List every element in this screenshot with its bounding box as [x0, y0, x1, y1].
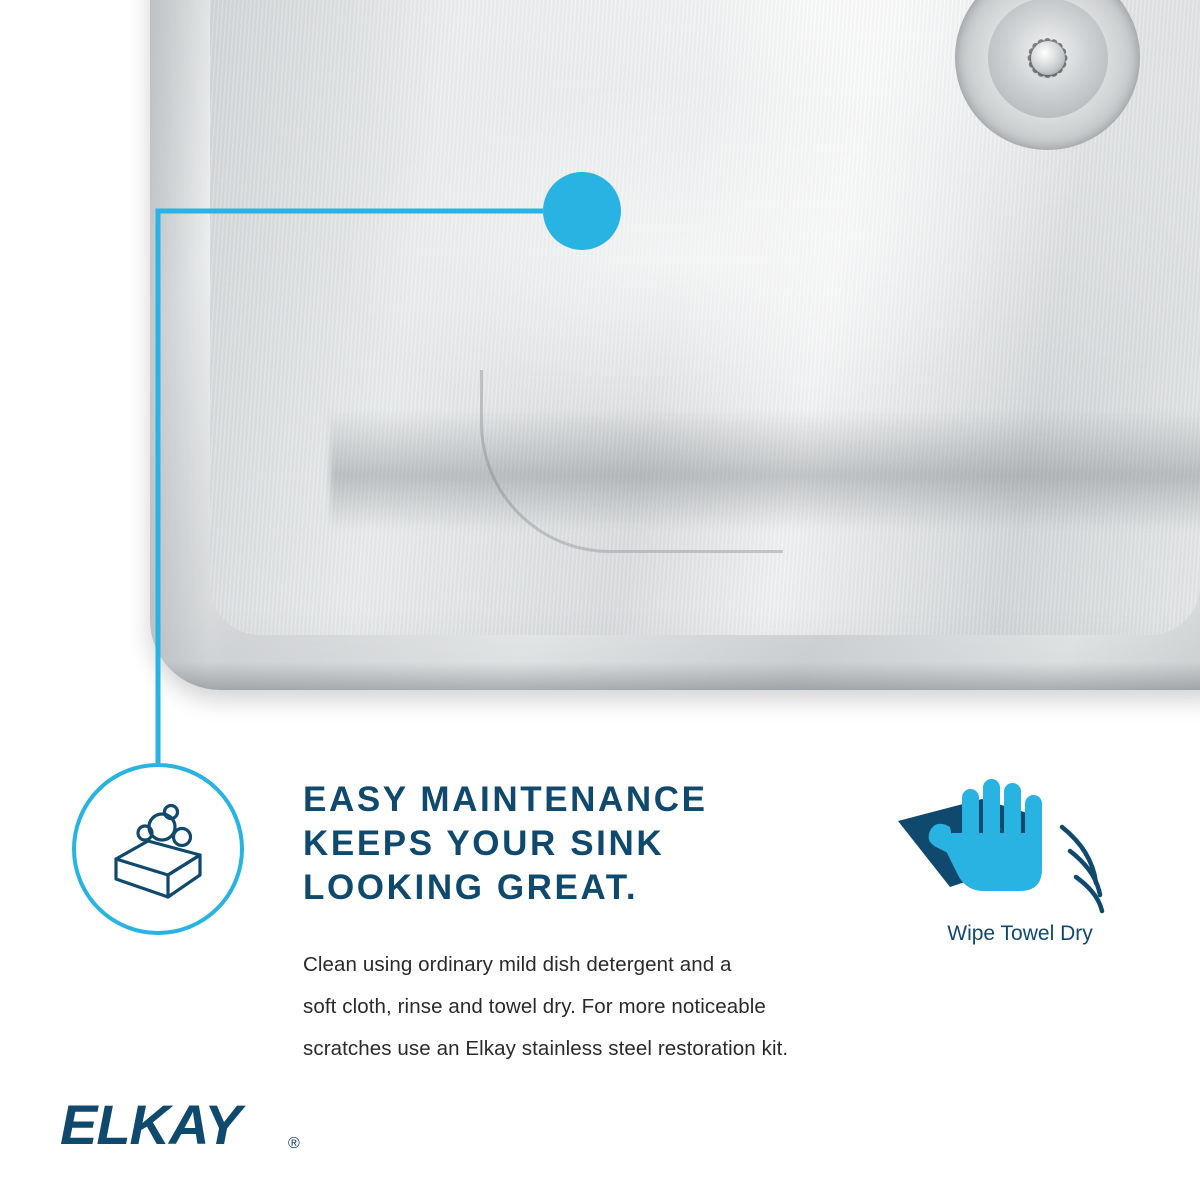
- wipe-caption: Wipe Towel Dry: [947, 922, 1093, 945]
- body-copy: [303, 944, 903, 1070]
- body-line-3: scratches use an Elkay stainless steel restoration kit.: [303, 1037, 789, 1060]
- headline-line-1: EASY MAINTENANCE: [303, 780, 708, 819]
- body-line-2: soft cloth, rinse and towel dry. For more noticeable: [303, 995, 766, 1018]
- logo-wordmark: ELKAY: [60, 1098, 241, 1156]
- callout-dot: [543, 172, 621, 250]
- body-line-1: Clean using ordinary mild dish detergent and a: [303, 953, 732, 976]
- sponge-icon-circle: [72, 763, 244, 935]
- sponge-icon: [76, 767, 240, 931]
- headline-line-3: LOOKING GREAT.: [303, 868, 639, 907]
- registered-mark: ®: [288, 1135, 300, 1152]
- elkay-logo: [60, 1098, 320, 1158]
- headline-line-2: KEEPS YOUR SINK: [303, 824, 665, 863]
- page-title: [303, 778, 863, 910]
